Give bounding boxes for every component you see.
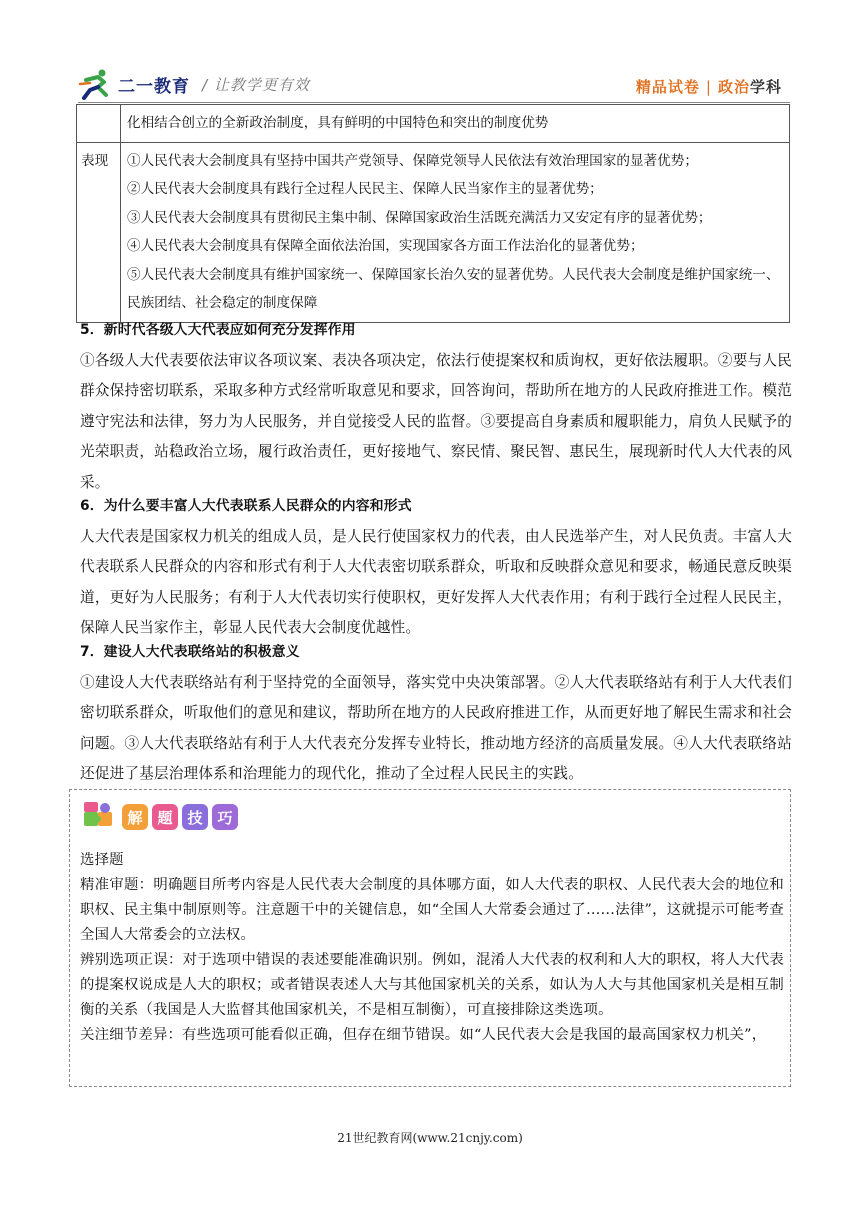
section-heading: 5．新时代各级人大代表应如何充分发挥作用 <box>80 322 356 338</box>
tips-paragraph: 关注细节差异：有些选项可能看似正确，但存在细节错误。如“人民代表大会是我国的最高国家权力机关”， <box>80 1027 767 1043</box>
advantage-table <box>76 104 790 323</box>
tips-box <box>69 789 791 1087</box>
brand-slogan: / 让教学更有效 <box>202 75 310 94</box>
list-item: ④人民代表大会制度具有保障全面依法治国，实现国家各方面工作法治化的显著优势； <box>127 238 644 254</box>
table-row <box>77 105 790 143</box>
paper-type: 精品试卷 <box>635 78 700 96</box>
tips-badge <box>82 800 238 834</box>
list-item: ①人民代表大会制度具有坚持中国共产党领导、保障党领导人民依法有效治理国家的显著优势； <box>127 152 698 169</box>
tips-badge-char: 解 <box>122 804 148 830</box>
table-label-cell <box>77 105 121 143</box>
tips-badge-char: 题 <box>152 804 178 830</box>
tips-badge-char: 巧 <box>212 804 238 830</box>
puzzle-icon <box>82 800 118 834</box>
table-content-cell <box>121 142 790 322</box>
header-divider <box>78 102 790 103</box>
section-6 <box>80 491 792 644</box>
section-body: ①各级人大代表要依法审议各项议案、表决各项决定，依法行使提案权和质询权，更好依法履职。②要与人民群众保持密切联系，采取多种方式经常听取意见和要求，回答询问，帮助所在地方的人民政府推进工作。模范遵守宪法和法律，努力为人民服务，并自觉接受人民的监督。③要提高自身素质和履职能力，肩负人民赋予的光荣职责，站稳政治立场，履行政治责任，更好接地气、察民情、聚民智、惠民生，展现新时代人大代表的风采。 <box>80 351 792 491</box>
section-heading: 7．建设人大代表联络站的积极意义 <box>80 644 300 660</box>
brand-name: 二一教育 <box>118 76 190 97</box>
section-5 <box>80 315 792 498</box>
brand-logo <box>78 66 310 102</box>
subject-label <box>636 76 782 97</box>
section-heading: 6．为什么要丰富人大代表联系人民群众的内容和形式 <box>80 498 412 514</box>
section-body: ①建设人大代表联络站有利于坚持党的全面领导，落实党中央决策部署。②人大代表联络站有利于人大代表们密切联系群众，听取他们的意见和建议，帮助所在地方的人民政府推进工作，从而更好地了解民生需求和社会问题。③人大代表联络站有利于人大代表充分发挥专业特长，推动地方经济的高质量发展。④人大代表联络站还促进了基层治理体系和治理能力的现代化，推动了全过程人民民主的实践。 <box>80 673 792 782</box>
tips-paragraph: 精准审题：明确题目所考内容是人民代表大会制度的具体哪方面，如人大代表的职权、人民代表大会的地位和职权、民主集中制原则等。注意题干中的关键信息，如“全国人大常委会通过了……法律”，这就提示可能考查全国人大常委会的立法权。 <box>80 877 784 943</box>
runner-logo-icon <box>78 68 114 100</box>
page-header <box>78 66 786 102</box>
section-body: 人大代表是国家权力机关的组成人员，是人民行使国家权力的代表，由人民选举产生，对人民负责。丰富人大代表联系人民群众的内容和形式有利于人大代表密切联系群众，听取和反映群众意见和要求，畅通民意反映渠道，更好为人民服务；有利于人大代表切实行使职权，更好发挥人大代表作用；有利于践行全过程人民民主，保障人民当家作主，彰显人民代表大会制度优越性。 <box>80 527 792 636</box>
tips-paragraph: 辨别选项正误：对于选项中错误的表述要能准确识别。例如，混淆人大代表的权利和人大的职权，将人大代表的提案权说成是人大的职权；或者错误表述人大与其他国家机关的关系，如认为人大与其他国家机关是相互制衡的关系（我国是人大监督其他国家机关，不是相互制衡），可直接排除这类选项。 <box>80 952 784 1018</box>
header-separator: | <box>705 78 712 96</box>
page-footer: 21世纪教育网(www.21cnjy.com) <box>337 1131 523 1145</box>
table-label-cell: 表现 <box>77 142 121 322</box>
table-row <box>77 142 790 322</box>
list-item: ②人民代表大会制度具有践行全过程人民民主、保障人民当家作主的显著优势； <box>127 181 603 197</box>
list-item: ③人民代表大会制度具有贯彻民主集中制、保障国家政治生活既充满活力又安定有序的显著优势； <box>127 209 712 226</box>
section-7 <box>80 637 792 790</box>
subject-suffix: 学科 <box>749 78 782 96</box>
list-item: ⑤人民代表大会制度具有维护国家统一、保障国家长治久安的显著优势。人民代表大会制度是维护国家统一、民族团结、社会稳定的制度保障 <box>127 266 780 311</box>
subject-name: 政治 <box>717 78 750 96</box>
tips-badge-char: 技 <box>182 804 208 830</box>
tips-subtitle: 选择题 <box>80 852 124 868</box>
tips-body <box>80 848 784 1048</box>
table-content-cell: 化相结合创立的全新政治制度，具有鲜明的中国特色和突出的制度优势 <box>121 105 790 143</box>
